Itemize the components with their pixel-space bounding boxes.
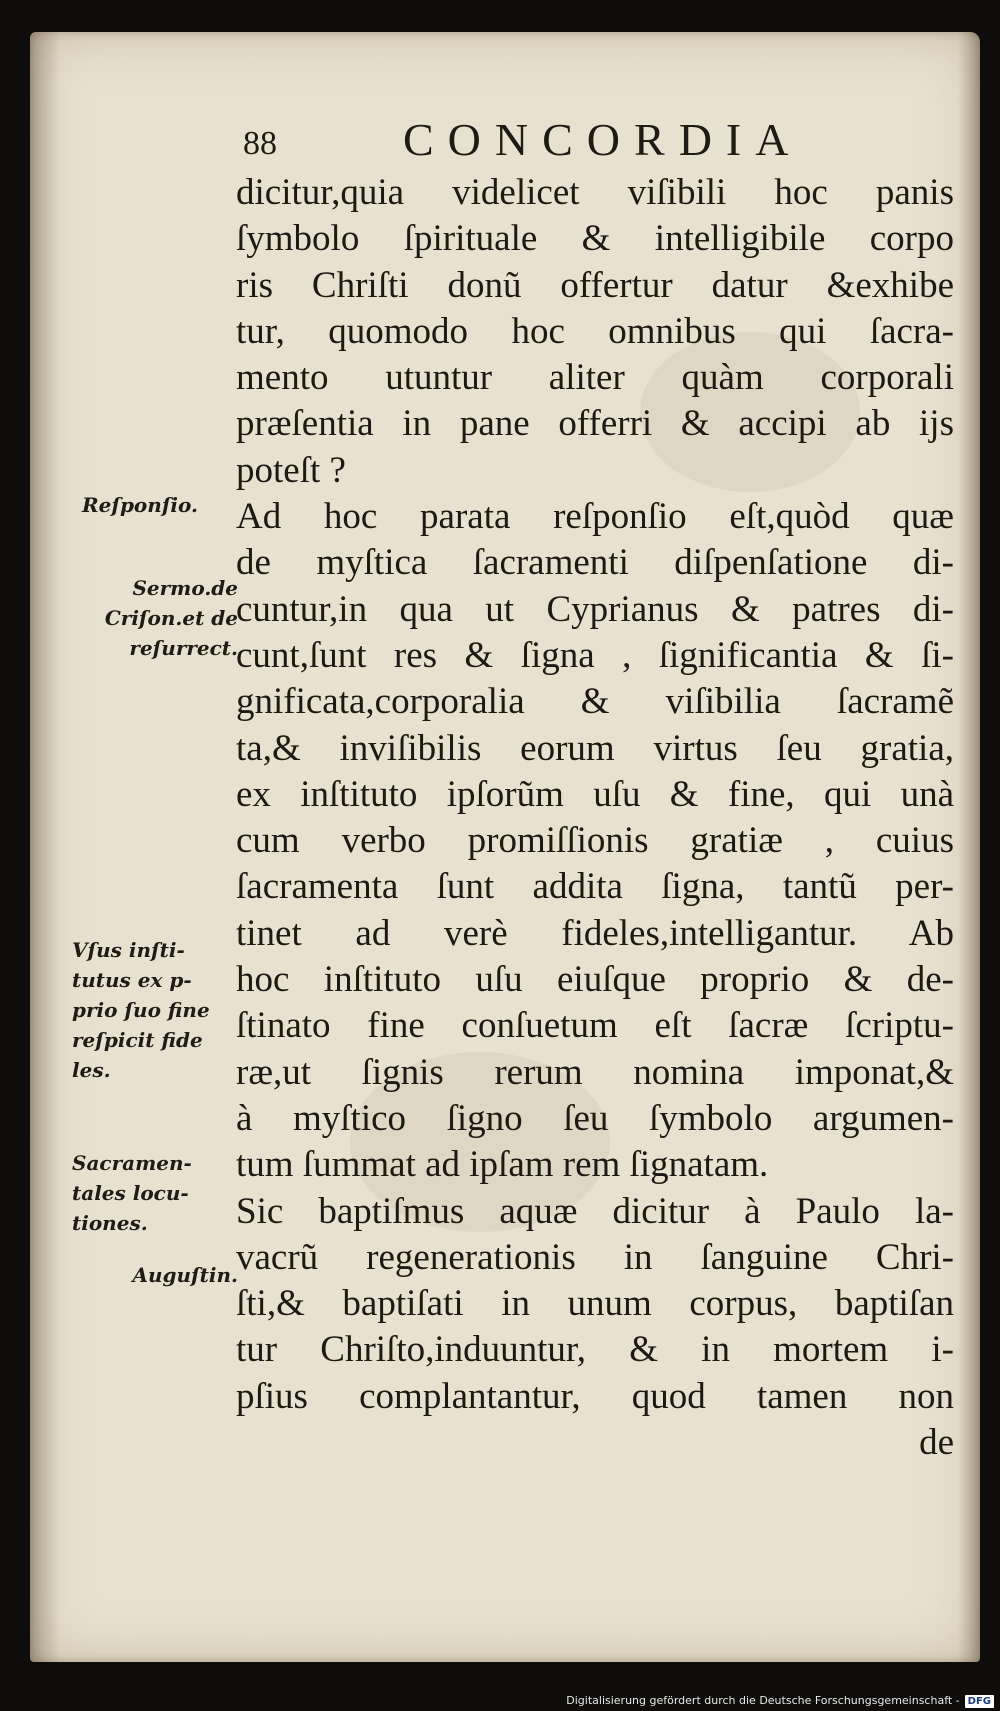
text-line: à myſtico ſigno ſeu ſymbolo argumen- [236,1097,954,1139]
text-line: de myſtica ſacramenti diſpenſatione di- [236,542,954,584]
margin-note-line: Auguſtin. [132,1263,238,1287]
digitization-credit [566,1693,994,1709]
page-edge [958,32,980,1662]
dfg-logo-icon: DFG [965,1695,994,1708]
margin-note-line: Reſponſio. [82,493,198,517]
margin-note-sacramentales [72,1148,240,1238]
text-line: mento utuntur aliter quàm corporali [236,357,954,399]
book-page [30,32,980,1662]
text-line: ræ,ut ſignis rerum nomina imponat,& [236,1051,954,1093]
page-number: 88 [243,125,277,162]
text-line: tur Chriſto,induuntur, & in mortem i- [236,1329,954,1371]
text-line: gnificata,corporalia & viſibilia ſacramẽ [236,681,954,723]
text-line: vacrũ regenerationis in ſanguine Chri- [236,1236,954,1278]
margin-note-line: tutus ex p- [72,968,192,992]
margin-note-line: tales locu- [72,1181,189,1205]
text-line: ris Chriſti donũ offertur datur &exhibe [236,264,954,306]
margin-note-usus [72,935,240,1085]
margin-note-line: les. [72,1058,111,1082]
text-line: ſti,& baptiſati in unum corpus, baptiſan [236,1283,954,1325]
text-line: ta,& inviſibilis eorum virtus ſeu gratia, [236,727,954,769]
catchword: de [919,1422,954,1464]
text-line: hoc inſtituto uſu eiuſque proprio & de- [236,959,954,1001]
margin-note-augustin [70,1260,238,1290]
text-line: pſius complantantur, quod tamen non [236,1375,954,1417]
margin-note-line: tiones. [72,1211,148,1235]
text-line: tur, quomodo hoc omnibus qui ſacra- [236,310,954,352]
text-line: ſymbolo ſpirituale & intelligibile corpo [236,218,954,260]
text-line: poteſt ? [236,449,346,491]
text-line: ſacramenta ſunt addita ſigna, tantũ per- [236,866,954,908]
text-line: ſtinato fine conſuetum eſt ſacræ ſcriptu- [236,1005,954,1047]
text-line: Ad hoc parata reſponſio eſt,quòd quæ [236,496,954,538]
text-line: cum verbo promiſſionis gratiæ , cuius [236,820,954,862]
running-head: CONCORDIA [403,114,803,165]
margin-note-line: Sermo.de [132,576,238,600]
margin-notes [70,32,238,1662]
credit-text: Digitalisierung gefördert durch die Deutsche Forschungsgemeinschaft - [566,1694,960,1707]
margin-note-responsio [82,490,250,520]
text-line: præſentia in pane offerri & accipi ab ijs [236,403,954,445]
margin-note-line: reſurrect. [129,636,238,660]
text-line: cuntur,in qua ut Cyprianus & patres di- [236,588,954,630]
text-line: tinet ad verè fideles,intelligantur. Ab [236,912,954,954]
margin-note-sermo [70,573,238,663]
margin-note-line: Criſon.et de [104,606,238,630]
margin-note-line: prio ſuo fine [72,998,210,1022]
margin-note-line: reſpicit fide [72,1028,203,1052]
text-line: Sic baptiſmus aquæ dicitur à Paulo la- [236,1190,954,1232]
text-line: cunt,ſunt res & ſigna , ſignificantia & ſi- [236,634,954,676]
text-line: dicitur,quia videlicet viſibili hoc panis [236,172,954,213]
text-line: tum ſummat ad ipſam rem ſignatam. [236,1144,769,1186]
margin-note-line: Vſus inſti- [72,938,185,962]
gutter-shadow [30,32,60,1662]
margin-note-line: Sacramen- [72,1151,192,1175]
body-text [236,170,954,1466]
text-line: ex inſtituto ipſorũm uſu & fine, qui unà [236,773,954,815]
